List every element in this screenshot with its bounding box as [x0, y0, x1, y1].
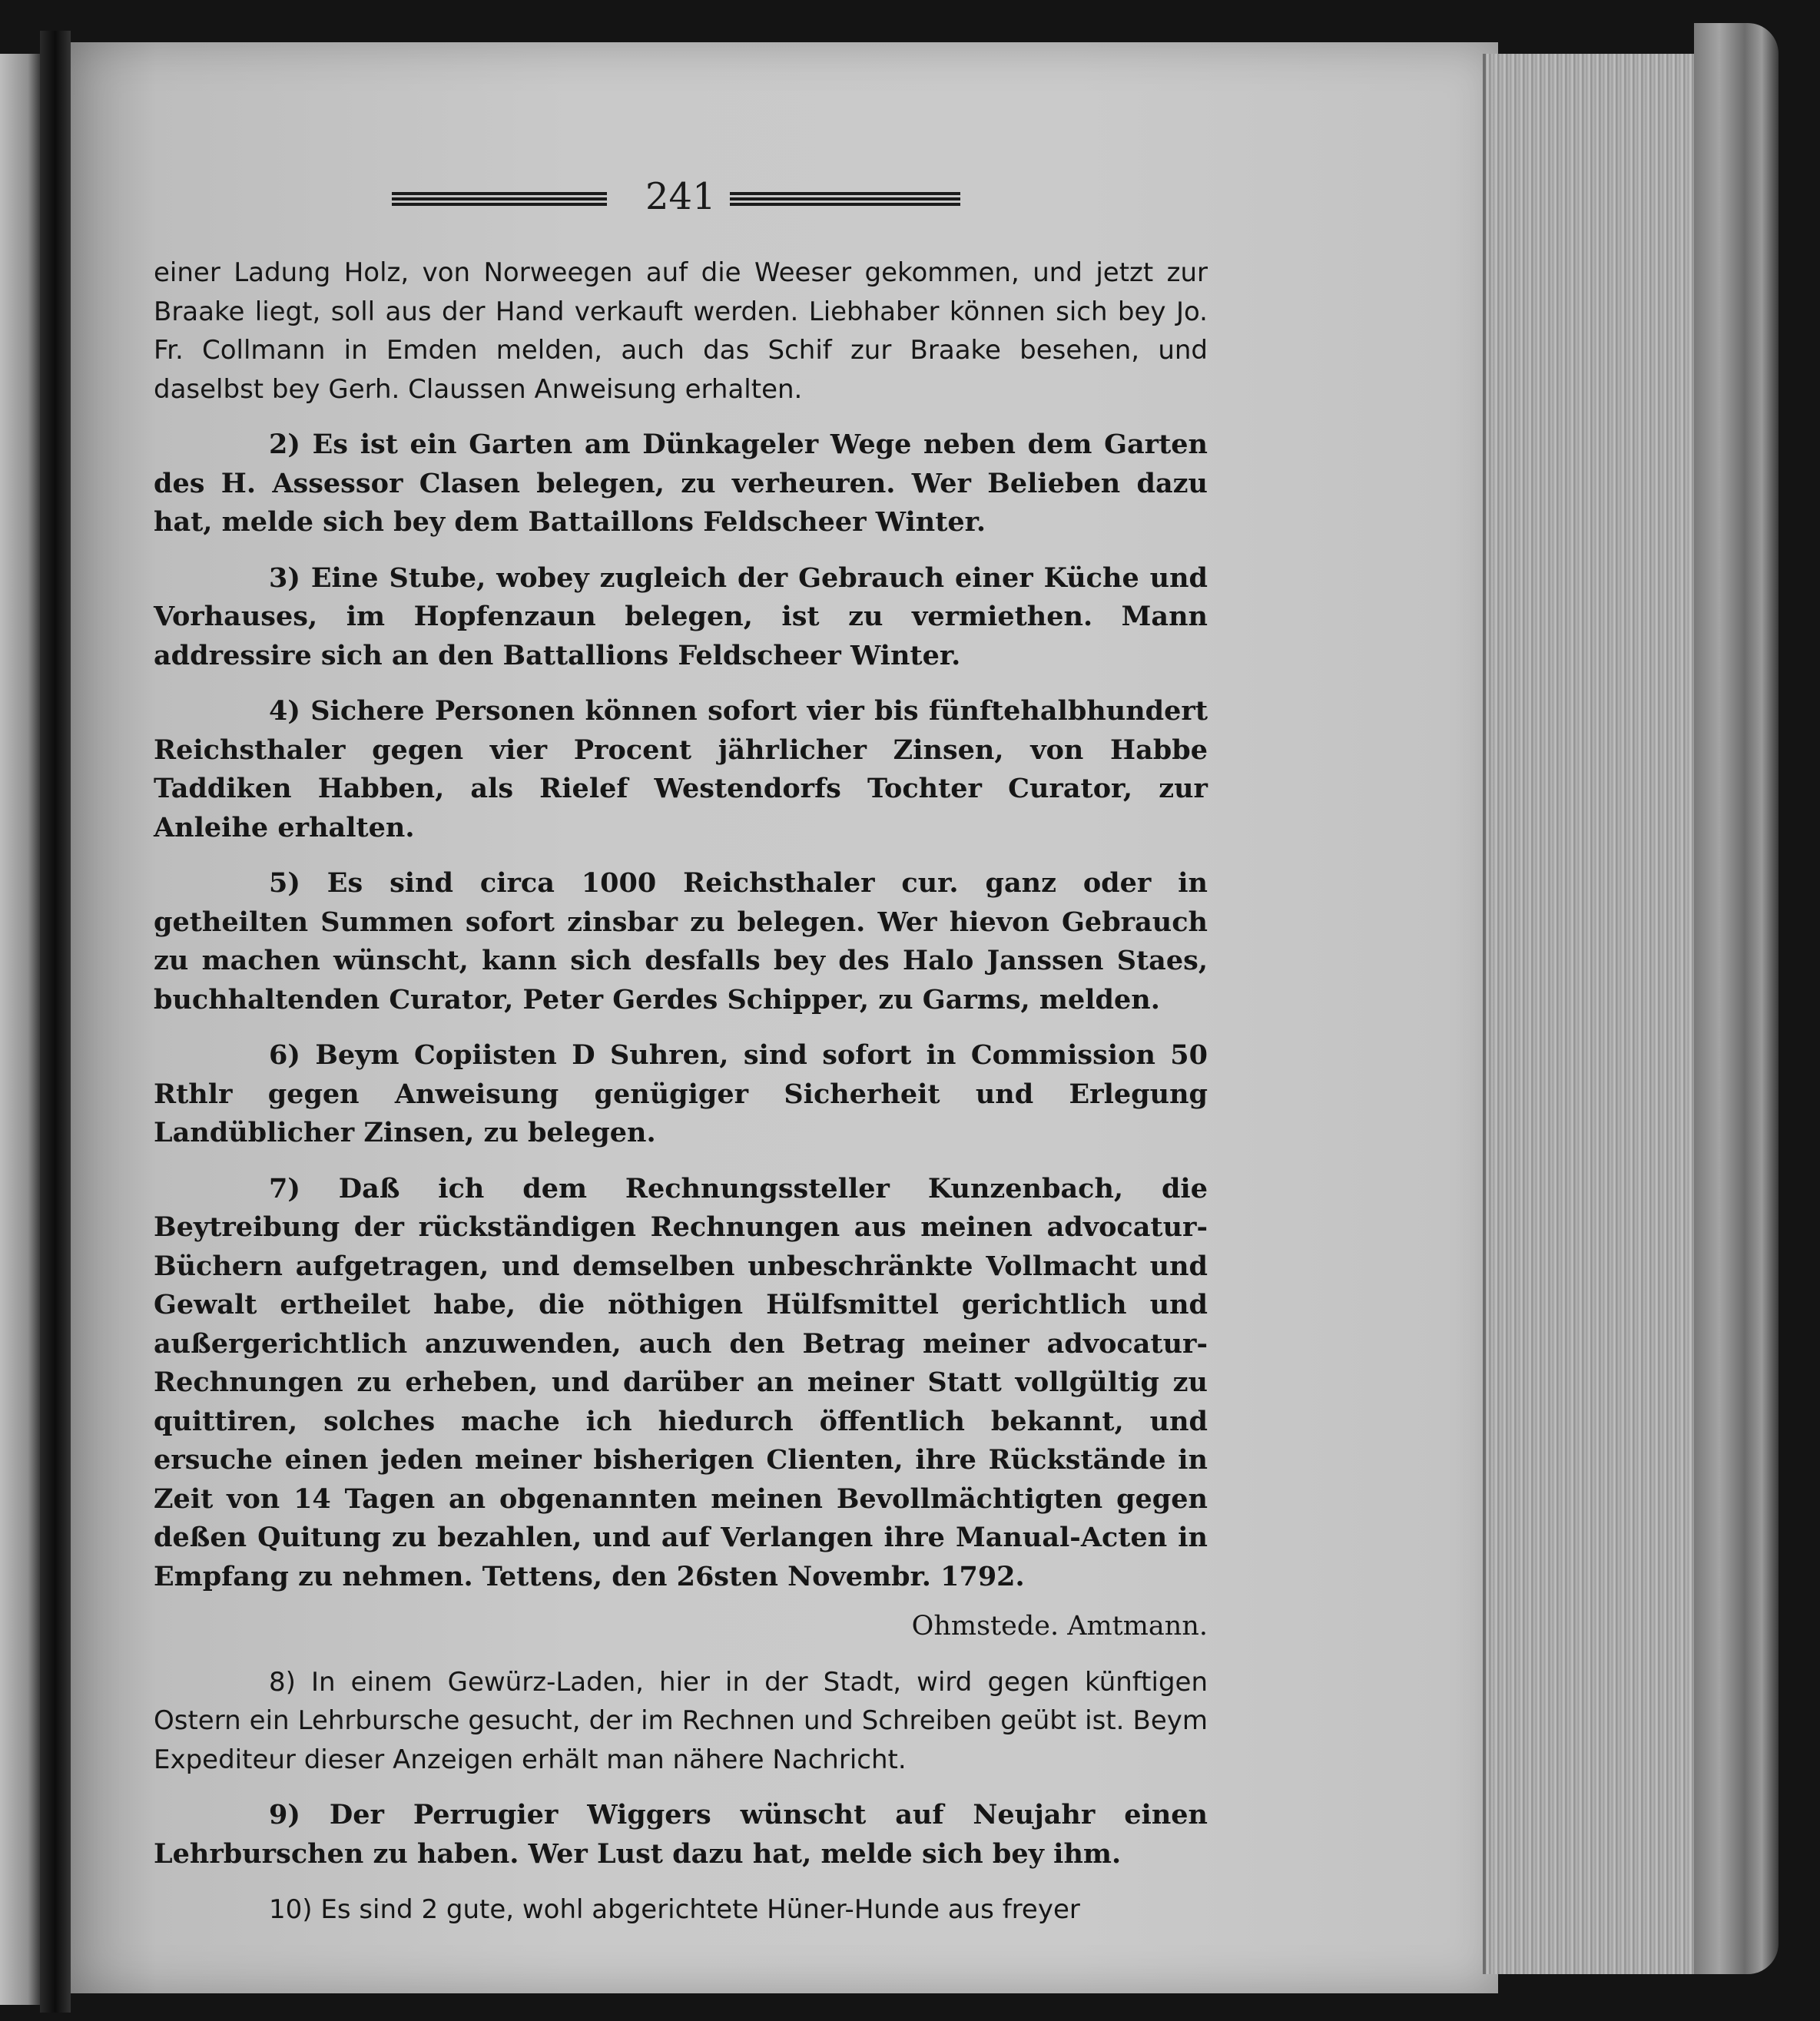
paragraph-9: 9) Der Perrugier Wiggers wünscht auf Neujahr einen Lehrburschen zu haben. Wer Lust dazu hat, melde sich bey ihm. — [154, 1799, 1208, 1870]
paragraph-3: 3) Eine Stube, wobey zugleich der Gebrauch einer Küche und Vorhauses, im Hopfenzaun belegen, ist zu vermiethen. Mann addressire sich an den Battallions Feldscheer Winter. — [154, 562, 1208, 671]
paragraph-8: 8) In einem Gewürz-Laden, hier in der Stadt, wird gegen künftigen Ostern ein Lehrbursche gesucht, der im Rechnen und Schreiben geübt ist. Beym Expediteur dieser Anzeigen erhält man nähere Nachricht. — [154, 1666, 1208, 1775]
paragraph-5: 5) Es sind circa 1000 Reichsthaler cur. ganz oder in getheilten Summen sofort zinsbar zu belegen. Wer hievon Gebrauch zu machen wünscht, kann sich desfalls bey des Halo Janssen Staes, buchhaltenden Curator, Peter Gerdes Schipper, zu Garms, melden. — [154, 867, 1208, 1015]
page-block-edges — [1483, 54, 1701, 1974]
page-number: 241 — [645, 175, 716, 218]
left-page-edge — [0, 54, 40, 2005]
book-gutter — [40, 31, 71, 2013]
page-body — [154, 253, 1208, 1946]
paragraph-10: 10) Es sind 2 gute, wohl abgerichtete Hüner-Hunde aus freyer — [269, 1894, 1080, 1925]
header-rule-left — [392, 192, 607, 206]
paragraph-7: 7) Daß ich dem Rechnungssteller Kunzenbach, die Beytreibung der rückständigen Rechnungen aus meinen advocatur-Büchern aufgetragen, und demselben unbeschränkte Vollmacht und Gewalt ertheilet habe, die nöthigen Hülfsmittel gerichtlich und außergerichtlich anzuwenden, auch den Betrag meiner advocatur-Rechnungen zu erheben, und darüber an meiner Statt vollgültig zu quittiren, solches mache ich hiedurch öffentlich bekannt, und ersuche einen jeden meiner bisherigen Clienten, ihre Rückstände in Zeit von 14 Tagen an obgenannten meinen Bevollmächtigten gegen deßen Quitung zu bezahlen, und auf Verlangen ihre Manual-Acten in Empfang zu nehmen. Tettens, den 26sten Novembr. 1792. — [154, 1172, 1208, 1592]
paragraph-2: 2) Es ist ein Garten am Dünkageler Wege neben dem Garten des H. Assessor Clasen belegen, zu verheuren. Wer Belieben dazu hat, melde sich bey dem Battaillons Feldscheer Winter. — [154, 429, 1208, 538]
signature-line: Ohmstede. Amtmann. — [911, 1611, 1208, 1642]
paragraph-6: 6) Beym Copiisten D Suhren, sind sofort in Commission 50 Rthlr gegen Anweisung genügiger Sicherheit und Erlegung Landüblicher Zinsen, zu belegen. — [154, 1039, 1208, 1148]
paragraph-1: einer Ladung Holz, von Norweegen auf die Weeser gekommen, und jetzt zur Braake liegt, soll aus der Hand verkauft werden. Liebhaber können sich bey Jo. Fr. Collmann in Emden melden, auch das Schif zur Braake besehen, und daselbst bey Gerh. Claussen Anweisung erhalten. — [154, 257, 1208, 405]
header-rule-right — [730, 192, 960, 206]
paragraph-4: 4) Sichere Personen können sofort vier bis fünftehalbhundert Reichsthaler gegen vier Procent jährlicher Zinsen, von Habbe Taddiken Habben, als Rielef Westendorfs Tochter Curator, zur Anleihe erhalten. — [154, 695, 1208, 843]
page-header — [392, 175, 945, 221]
book-cover-edge — [1694, 23, 1779, 1974]
